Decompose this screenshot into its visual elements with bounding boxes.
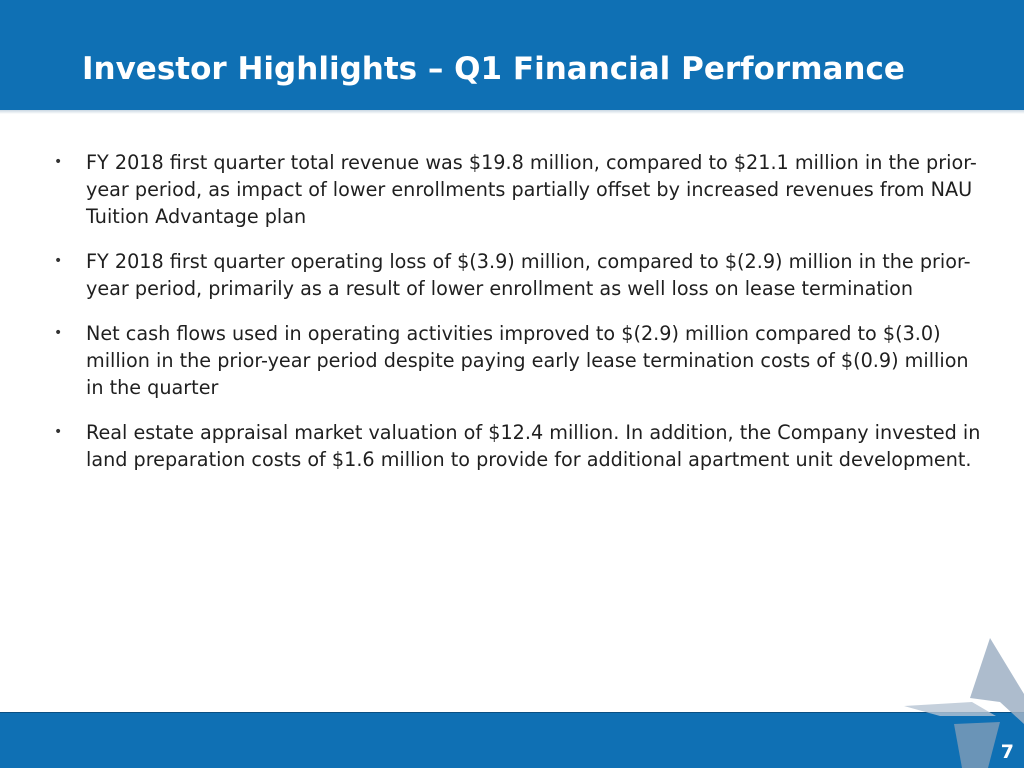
bullet-text: Net cash flows used in operating activities improved to $(2.9) million compared to $(3.0) million in the prior-year period despite paying early lease termination costs of $(0.9) million in the quarter — [86, 322, 969, 399]
bullet-text: FY 2018 first quarter total revenue was $19.8 million, compared to $21.1 million in the prior-year period, as impact of lower enrollments partially offset by increased revenues from NAU Tuition Advantage plan — [86, 151, 977, 228]
page-number: 7 — [1000, 741, 1014, 763]
bullet-marker: • — [54, 424, 63, 440]
bullet-marker: • — [54, 253, 63, 269]
bullet-marker: • — [54, 325, 63, 341]
star-arm-left — [904, 702, 996, 716]
bullet-item — [50, 320, 990, 401]
bullet-item — [50, 149, 990, 230]
bullet-item — [50, 248, 990, 302]
footer-bar — [0, 713, 1024, 768]
star-arm-bottom — [954, 722, 1000, 768]
slide-title: Investor Highlights – Q1 Financial Performance — [82, 51, 905, 87]
header-shadow — [0, 110, 1024, 114]
bullet-item — [50, 419, 990, 473]
bullet-text: Real estate appraisal market valuation of $12.4 million. In addition, the Company invested in land preparation costs of $1.6 million to provide for additional apartment unit development. — [86, 421, 981, 471]
bullet-list — [50, 149, 990, 491]
bullet-marker: • — [54, 154, 63, 170]
bullet-text: FY 2018 first quarter operating loss of $(3.9) million, compared to $(2.9) million in the prior-year period, primarily as a result of lower enrollment as well loss on lease termination — [86, 250, 971, 300]
